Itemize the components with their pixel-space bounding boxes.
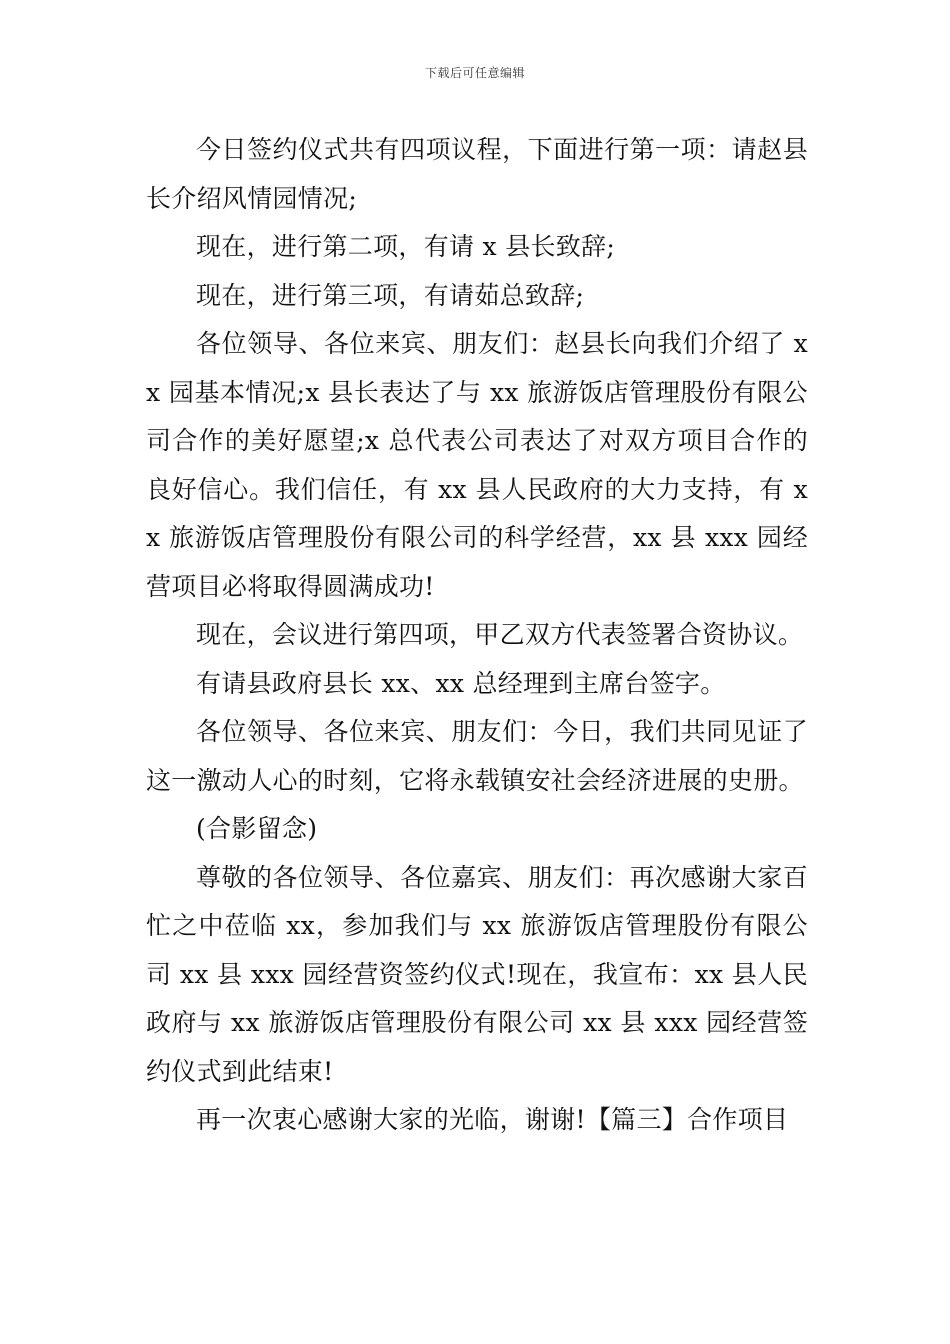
paragraph-closing: 尊敬的各位领导、各位嘉宾、朋友们：再次感谢大家百忙之中莅临 xx，参加我们与 xx 旅游饭店管理股份有限公司 xx 县 xxx 园经营资签约仪式!现在，我宣布：xx 县人民政府与 xx 旅游饭店管理股份有限公司 xx 县 xxx 园经营签约仪式到此结束!: [146, 862, 808, 1086]
paragraph-witness: 各位领导、各位来宾、朋友们：今日，我们共同见证了这一激动人心的时刻，它将永载镇安社会经济进展的史册。: [146, 717, 808, 795]
paragraph-signing-invite: 有请县政府县长 xx、xx 总经理到主席台签字。: [196, 668, 726, 698]
document-body: [146, 126, 808, 1145]
paragraph-item-two: 现在，进行第二项，有请 x 县长致辞;: [196, 232, 616, 261]
paragraph-agenda-intro: 今日签约仪式共有四项议程，下面进行第一项：请赵县长介绍风情园情况;: [146, 135, 808, 213]
paragraph-summary: 各位领导、各位来宾、朋友们：赵县长向我们介绍了 xx 园基本情况;x 县长表达了与 xx 旅游饭店管理股份有限公司合作的美好愿望;x 总代表公司表达了对双方项目合作的良好信心。我们信任，有 xx 县人民政府的大力支持，有 xx 旅游饭店管理股份有限公司的科学经营，xx 县 xxx 园经营项目必将取得圆满成功!: [146, 329, 808, 601]
paragraph-item-three: 现在，进行第三项，有请茹总致辞;: [196, 280, 585, 310]
page-header-note: 下载后可任意编辑: [424, 66, 525, 80]
paragraph-final-thanks: 再一次衷心感谢大家的光临，谢谢!【篇三】合作项目: [196, 1105, 789, 1134]
paragraph-group-photo: (合影留念): [196, 814, 318, 843]
paragraph-item-four: 现在，会议进行第四项，甲乙双方代表签署合资协议。: [196, 620, 804, 649]
